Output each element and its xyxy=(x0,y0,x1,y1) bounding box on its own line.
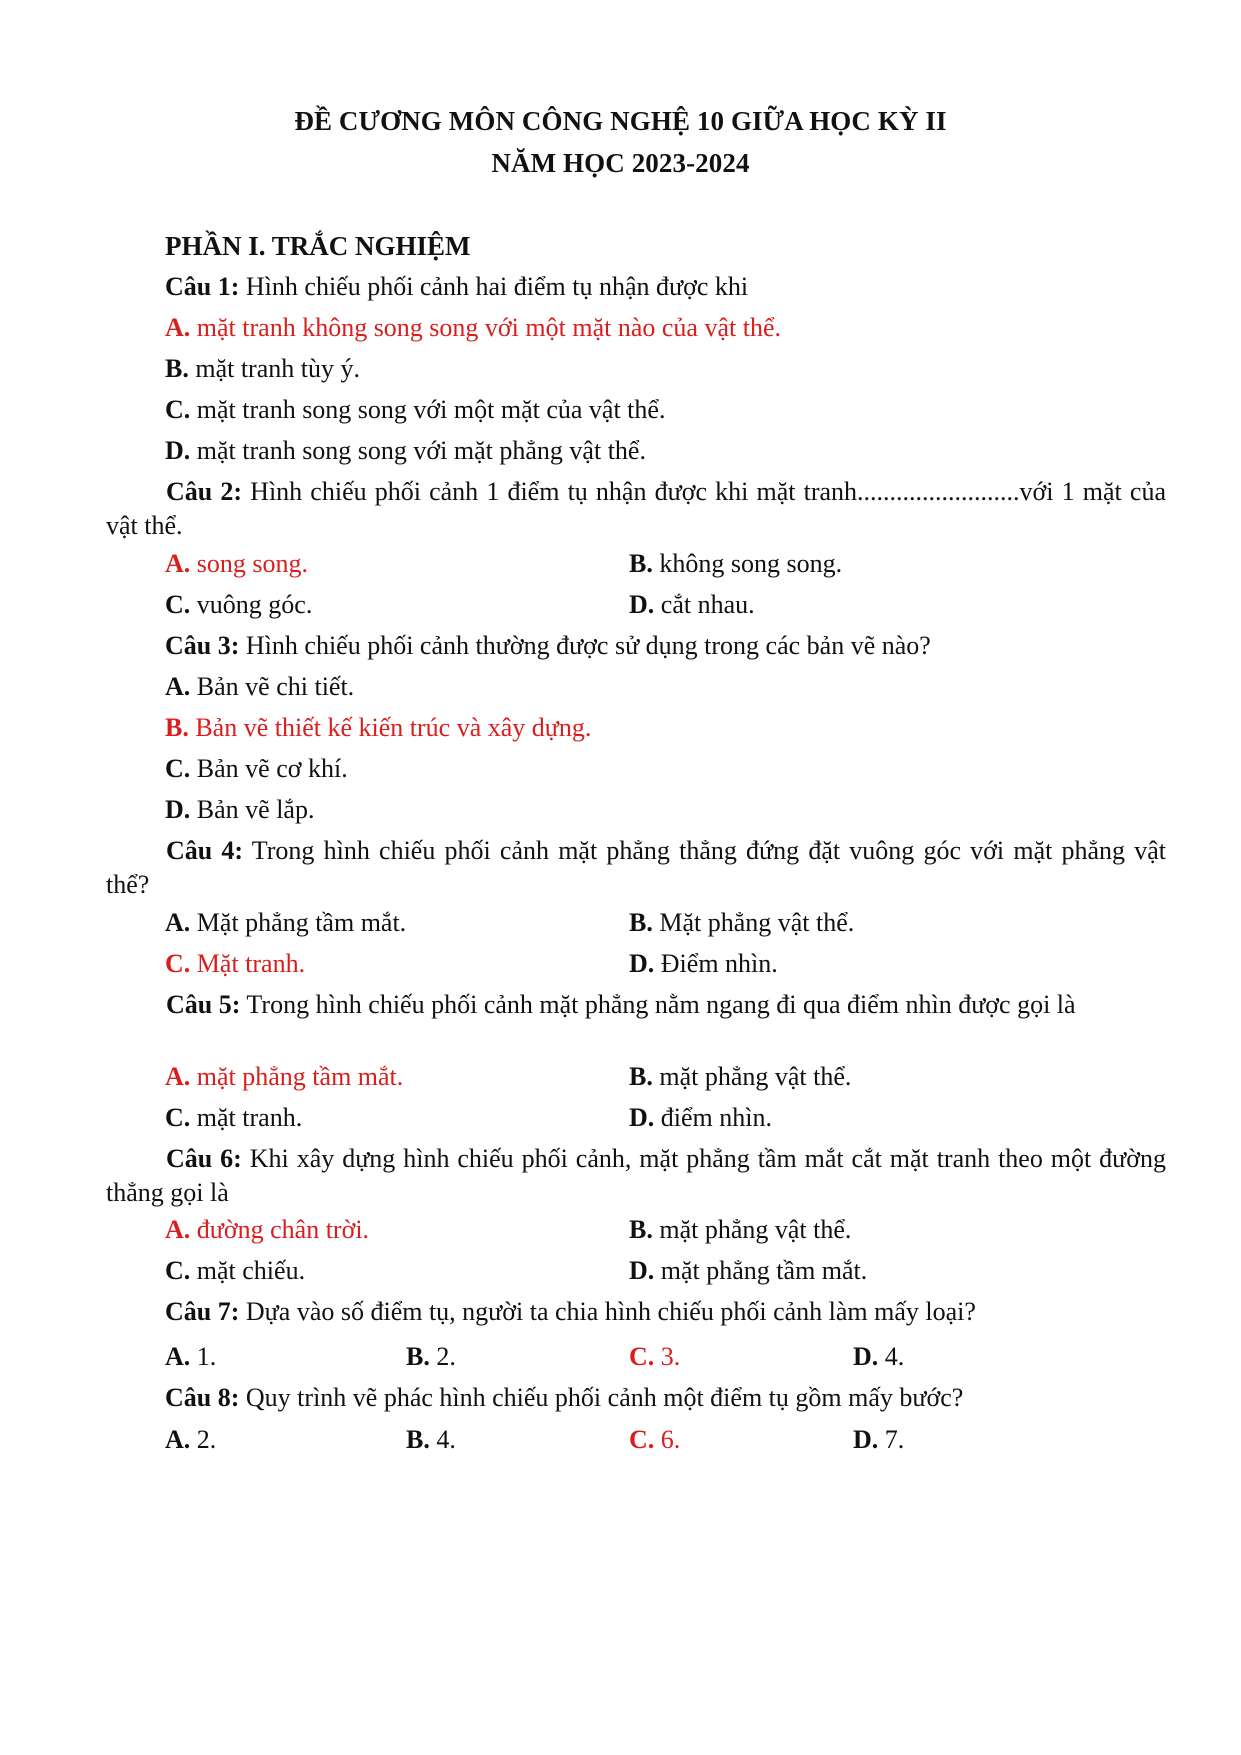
q6-answer-a xyxy=(165,1213,369,1247)
answer-text: 3. xyxy=(654,1342,681,1371)
question-label: Câu 6: xyxy=(166,1144,242,1173)
answer-text: 4. xyxy=(878,1342,905,1371)
answer-text: Điểm nhìn. xyxy=(654,949,778,978)
answer-text: Mặt phẳng vật thể. xyxy=(652,908,855,937)
q6-answer-d xyxy=(629,1254,867,1288)
answer-letter: C. xyxy=(165,1103,191,1132)
question-label: Câu 3: xyxy=(165,631,240,660)
question-7 xyxy=(165,1295,976,1329)
q5-answer-b xyxy=(629,1060,851,1094)
answer-letter: D. xyxy=(165,436,191,465)
question-2 xyxy=(106,475,1166,543)
q7-answer-d xyxy=(853,1340,904,1374)
answer-letter: B. xyxy=(406,1342,430,1371)
question-text: Khi xây dựng hình chiếu phối cảnh, mặt phẳng tầm mắt cắt mặt tranh theo một đường thẳng gọi là xyxy=(106,1144,1166,1207)
question-3 xyxy=(165,629,931,663)
q4-answer-a xyxy=(165,906,406,940)
question-text: Trong hình chiếu phối cảnh mặt phẳng thẳng đứng đặt vuông góc với mặt phẳng vật thể? xyxy=(106,836,1167,899)
answer-text: Bản vẽ cơ khí. xyxy=(190,754,348,783)
answer-text: mặt phẳng vật thể. xyxy=(652,1062,852,1091)
q1-answer-d xyxy=(165,434,646,468)
answer-letter: A. xyxy=(165,1425,191,1454)
answer-letter: C. xyxy=(629,1425,655,1454)
q3-answer-b xyxy=(165,711,591,745)
answer-letter: C. xyxy=(165,754,191,783)
answer-text: Bản vẽ thiết kế kiến trúc và xây dựng. xyxy=(188,713,592,742)
question-label: Câu 7: xyxy=(165,1297,240,1326)
answer-letter: B. xyxy=(629,549,653,578)
answer-text: 1. xyxy=(190,1342,217,1371)
q6-answer-c xyxy=(165,1254,305,1288)
question-text: Hình chiếu phối cảnh hai điểm tụ nhận được khi xyxy=(239,272,749,301)
answer-text: vuông góc. xyxy=(190,590,313,619)
q7-answer-b xyxy=(406,1340,456,1374)
answer-text: mặt phẳng tầm mắt. xyxy=(190,1062,404,1091)
answer-letter: A. xyxy=(165,1215,191,1244)
question-5 xyxy=(106,988,1166,1022)
q3-answer-a xyxy=(165,670,354,704)
question-4 xyxy=(106,834,1166,902)
answer-text: Bản vẽ lắp. xyxy=(190,795,315,824)
answer-text: song song. xyxy=(190,549,309,578)
answer-text: mặt tranh không song song với một mặt nào của vật thể. xyxy=(190,313,781,342)
q5-answer-a xyxy=(165,1060,403,1094)
section-heading: PHẦN I. TRẮC NGHIỆM xyxy=(165,231,471,261)
question-text: Trong hình chiếu phối cảnh mặt phẳng nằm ngang đi qua điểm nhìn được gọi là xyxy=(240,990,1076,1019)
answer-text: mặt phẳng vật thể. xyxy=(652,1215,852,1244)
question-label: Câu 8: xyxy=(165,1383,240,1412)
answer-letter: A. xyxy=(165,672,191,701)
answer-letter: D. xyxy=(629,1256,655,1285)
question-text: Quy trình vẽ phác hình chiếu phối cảnh một điểm tụ gồm mấy bước? xyxy=(239,1383,964,1412)
answer-letter: C. xyxy=(165,395,191,424)
answer-text: cắt nhau. xyxy=(654,590,755,619)
document-title: ĐỀ CƯƠNG MÔN CÔNG NGHỆ 10 GIỮA HỌC KỲ II xyxy=(294,106,947,136)
q8-answer-c xyxy=(629,1423,680,1457)
answer-letter: A. xyxy=(165,908,191,937)
answer-letter: D. xyxy=(165,795,191,824)
answer-text: điểm nhìn. xyxy=(654,1103,772,1132)
question-text: Hình chiếu phối cảnh thường được sử dụng trong các bản vẽ nào? xyxy=(239,631,931,660)
answer-letter: D. xyxy=(629,1103,655,1132)
question-label: Câu 2: xyxy=(166,477,243,506)
answer-letter: B. xyxy=(629,1215,653,1244)
question-label: Câu 4: xyxy=(166,836,244,865)
answer-text: Mặt tranh. xyxy=(190,949,306,978)
answer-text: mặt tranh song song với một mặt của vật thể. xyxy=(190,395,666,424)
answer-text: không song song. xyxy=(652,549,843,578)
q8-answer-a xyxy=(165,1423,216,1457)
answer-letter: C. xyxy=(165,1256,191,1285)
question-text: Hình chiếu phối cảnh 1 điểm tụ nhận được khi mặt tranh.........................với 1 mặt của vật thể. xyxy=(106,477,1166,540)
answer-text: mặt tranh tùy ý. xyxy=(188,354,360,383)
q1-answer-c xyxy=(165,393,665,427)
answer-text: 7. xyxy=(878,1425,905,1454)
answer-text: 2. xyxy=(429,1342,456,1371)
q1-answer-a xyxy=(165,311,781,345)
school-year: NĂM HỌC 2023-2024 xyxy=(491,148,750,178)
q4-answer-c xyxy=(165,947,305,981)
answer-letter: B. xyxy=(406,1425,430,1454)
answer-letter: B. xyxy=(629,1062,653,1091)
q6-answer-b xyxy=(629,1213,851,1247)
q7-answer-a xyxy=(165,1340,216,1374)
answer-text: 2. xyxy=(190,1425,217,1454)
answer-letter: A. xyxy=(165,549,191,578)
answer-letter: D. xyxy=(853,1342,879,1371)
q2-answer-b xyxy=(629,547,842,581)
q5-answer-c xyxy=(165,1101,302,1135)
answer-text: đường chân trời. xyxy=(190,1215,370,1244)
question-label: Câu 5: xyxy=(166,990,241,1019)
question-1 xyxy=(165,270,748,304)
answer-letter: D. xyxy=(629,590,655,619)
answer-letter: B. xyxy=(165,354,189,383)
q3-answer-d xyxy=(165,793,314,827)
answer-text: Bản vẽ chi tiết. xyxy=(190,672,355,701)
q4-answer-d xyxy=(629,947,778,981)
answer-letter: C. xyxy=(165,949,191,978)
answer-letter: C. xyxy=(629,1342,655,1371)
q5-answer-d xyxy=(629,1101,772,1135)
answer-text: mặt tranh song song với mặt phẳng vật thể. xyxy=(190,436,646,465)
q2-answer-d xyxy=(629,588,755,622)
answer-text: mặt chiếu. xyxy=(190,1256,306,1285)
q7-answer-c xyxy=(629,1340,680,1374)
answer-letter: B. xyxy=(629,908,653,937)
q2-answer-c xyxy=(165,588,312,622)
q2-answer-a xyxy=(165,547,308,581)
answer-letter: C. xyxy=(165,590,191,619)
answer-letter: B. xyxy=(165,713,189,742)
question-label: Câu 1: xyxy=(165,272,240,301)
answer-text: 6. xyxy=(654,1425,681,1454)
q4-answer-b xyxy=(629,906,854,940)
answer-letter: A. xyxy=(165,1062,191,1091)
question-6 xyxy=(106,1142,1166,1210)
answer-text: mặt tranh. xyxy=(190,1103,303,1132)
answer-text: Mặt phẳng tầm mắt. xyxy=(190,908,407,937)
q8-answer-b xyxy=(406,1423,456,1457)
q1-answer-b xyxy=(165,352,360,386)
q3-answer-c xyxy=(165,752,348,786)
answer-letter: D. xyxy=(629,949,655,978)
answer-text: 4. xyxy=(429,1425,456,1454)
answer-letter: A. xyxy=(165,1342,191,1371)
question-8 xyxy=(165,1381,963,1415)
answer-text: mặt phẳng tầm mắt. xyxy=(654,1256,868,1285)
answer-letter: A. xyxy=(165,313,191,342)
q8-answer-d xyxy=(853,1423,904,1457)
answer-letter: D. xyxy=(853,1425,879,1454)
question-text: Dựa vào số điểm tụ, người ta chia hình chiếu phối cảnh làm mấy loại? xyxy=(239,1297,976,1326)
